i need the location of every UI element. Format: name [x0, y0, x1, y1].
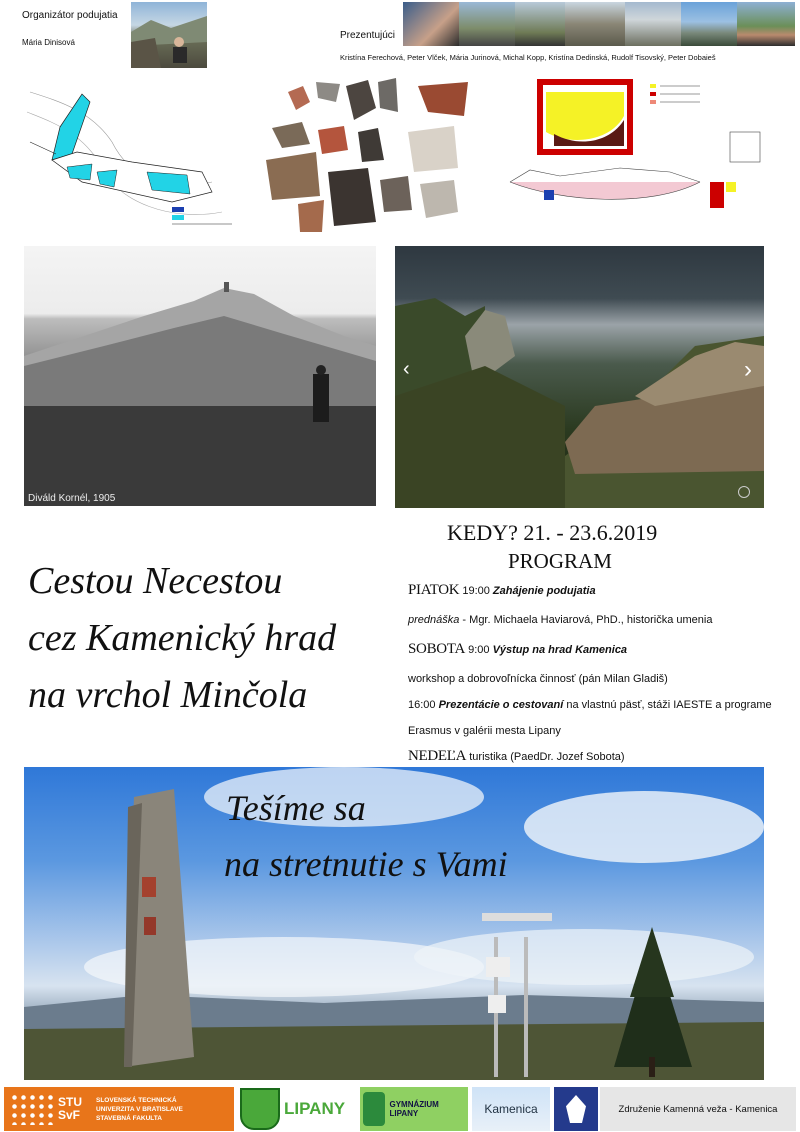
stu-logo[interactable]: [4, 1087, 234, 1131]
carousel-next-icon[interactable]: ›: [744, 356, 752, 383]
zdruzenie-logo[interactable]: [600, 1087, 796, 1131]
stu-dots-icon: [10, 1093, 54, 1125]
program-event: Výstup na hrad Kamenica: [492, 644, 628, 656]
program-event: Prezentácie o cestovaní: [438, 699, 564, 711]
presenter-photo: [565, 2, 625, 46]
ruins-carousel[interactable]: [395, 246, 764, 508]
stu-full-line: UNIVERZITA V BRATISLAVE: [96, 1105, 183, 1113]
program-item: [408, 748, 625, 765]
carousel-fullscreen-icon[interactable]: [738, 486, 750, 498]
historic-photo: [24, 246, 376, 506]
program-item: [408, 614, 712, 626]
castle-section-drawing: [500, 72, 772, 240]
presenter-photo: [625, 2, 681, 46]
program-time: 16:00: [408, 699, 436, 711]
when-dates: 21. - 23.6.2019: [523, 520, 658, 545]
closing-line: Tešíme sa: [226, 788, 366, 828]
event-title-line: Cestou Necestou: [28, 560, 283, 602]
program-detail: na vlastnú päsť, stáži IAESTE a programe: [563, 699, 772, 711]
program-item: [408, 641, 627, 658]
presenter-photo: [459, 2, 515, 46]
when-label: KEDY?: [447, 520, 518, 545]
presenters-photo-strip: [403, 2, 795, 46]
organizer-photo: [131, 2, 207, 68]
gymnazium-emblem-icon: [363, 1092, 385, 1126]
program-event: Zahájenie podujatia: [492, 585, 596, 597]
presenter-photo: [737, 2, 795, 46]
organizer-label: Organizátor podujatia: [22, 10, 118, 21]
program-heading: PROGRAM: [508, 549, 612, 573]
presenter-photo: [515, 2, 565, 46]
gymnazium-label: GYMNÁZIUM LIPANY: [389, 1100, 439, 1118]
zdruzenie-label: Združenie Kamenná veža - Kamenica: [618, 1103, 778, 1115]
program-day: SOBOTA: [408, 641, 466, 657]
photo-caption: Diváld Kornél, 1905: [28, 493, 116, 504]
lipany-logo[interactable]: [238, 1087, 356, 1131]
program-detail: - Mgr. Michaela Haviarová, PhD., historička umenia: [459, 614, 713, 626]
program-item: Erasmus v galérii mesta Lipany: [408, 725, 561, 737]
event-title-line: cez Kamenický hrad: [28, 617, 337, 659]
program-time: 9:00: [468, 644, 490, 656]
summit-photo: [24, 767, 764, 1080]
program-day: PIATOK: [408, 582, 460, 598]
carousel-prev-icon[interactable]: ‹: [403, 358, 410, 380]
kamenica-logo[interactable]: [472, 1087, 550, 1131]
presenters-label: Prezentujúci: [340, 30, 396, 41]
program-item: [408, 699, 772, 711]
presenter-photo: [681, 2, 737, 46]
castle-plan-drawing: [22, 72, 246, 240]
stu-full-line: SLOVENSKÁ TECHNICKÁ: [96, 1096, 177, 1104]
program-item: [408, 582, 596, 599]
stone-fragments-photo: [258, 72, 478, 240]
gymnazium-logo[interactable]: [360, 1087, 468, 1131]
event-title-line: na vrchol Minčola: [28, 674, 308, 716]
event-dates: [447, 520, 657, 546]
stu-abbr: SvF: [58, 1108, 81, 1122]
program-event: prednáška: [408, 614, 460, 626]
program-detail: turistika (PaedDr. Jozef Sobota): [469, 751, 625, 763]
kamenica-label: Kamenica: [484, 1102, 538, 1116]
program-day: NEDEĽA: [408, 748, 467, 764]
program-item: workshop a dobrovoľnícka činnosť (pán Milan Gladiš): [408, 673, 668, 685]
zdruzenie-crest-icon[interactable]: [554, 1087, 598, 1131]
program-time: 19:00: [462, 585, 490, 597]
lipany-crest-icon: [240, 1088, 280, 1130]
stu-full-line: STAVEBNÁ FAKULTA: [96, 1114, 162, 1122]
closing-line: na stretnutie s Vami: [224, 844, 508, 884]
organizer-name: Mária Dinisová: [22, 38, 75, 47]
lipany-label: LIPANY: [284, 1099, 346, 1118]
presenters-names: Kristína Ferechová, Peter Vlček, Mária Jurinová, Michal Kopp, Kristína Dedinská, Rudolf Tisovský, Peter Dobaieš: [340, 53, 716, 62]
presenter-photo: [403, 2, 459, 46]
stu-abbr: STU: [58, 1095, 82, 1109]
